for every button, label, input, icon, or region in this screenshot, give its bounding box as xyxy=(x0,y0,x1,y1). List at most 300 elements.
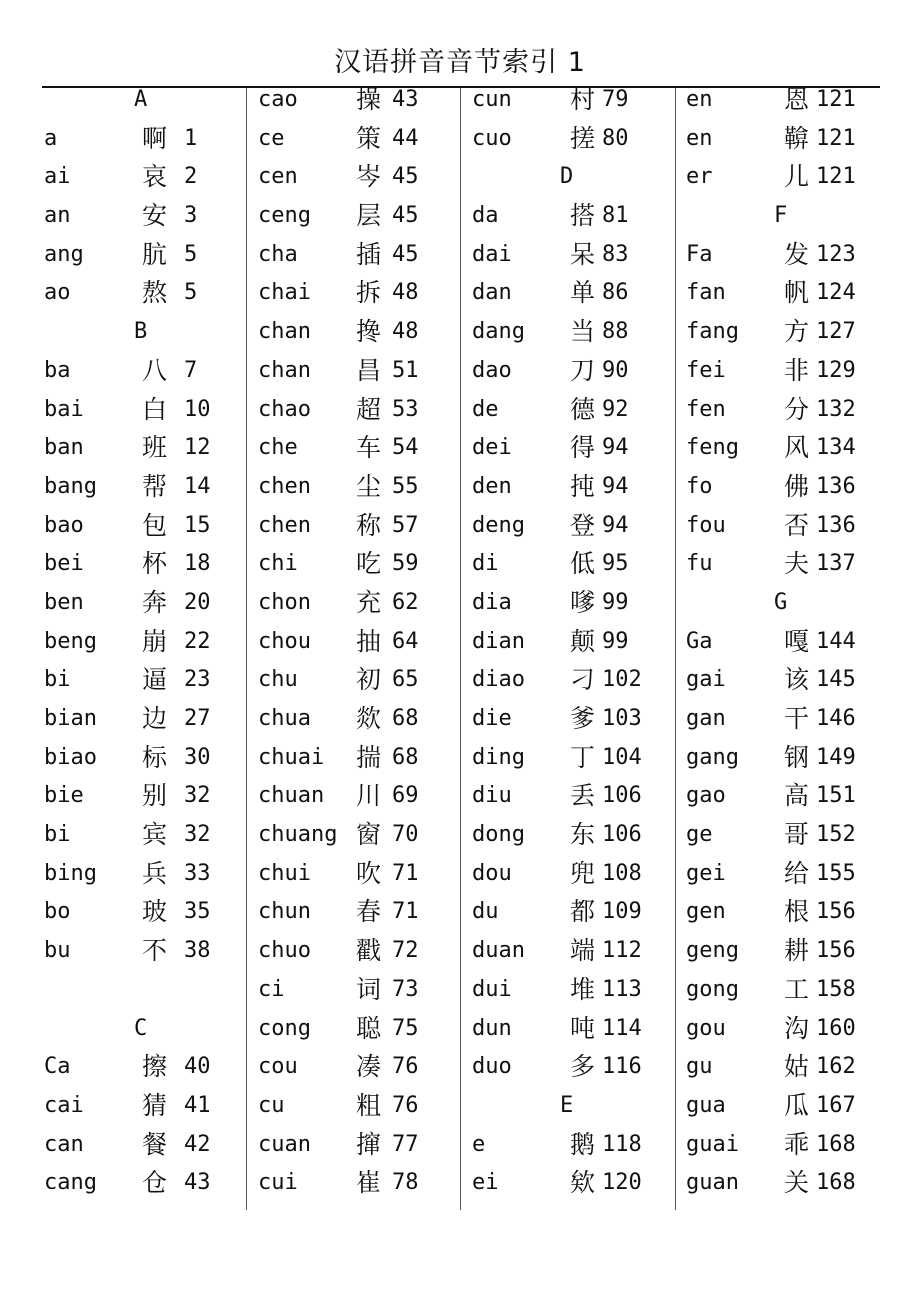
pinyin: du xyxy=(472,899,499,925)
page-number: 121 xyxy=(816,125,856,151)
pinyin: ci xyxy=(258,976,285,1002)
section-letter: E xyxy=(560,1092,574,1118)
page-number: 51 xyxy=(392,357,419,383)
page-number: 42 xyxy=(184,1131,211,1157)
page-number: 99 xyxy=(602,628,629,654)
section-letter: C xyxy=(134,1015,148,1041)
page-number: 156 xyxy=(816,938,856,964)
index-entry xyxy=(258,81,454,120)
character: 搭 xyxy=(570,201,596,231)
character: 操 xyxy=(356,85,382,114)
character: 啊 xyxy=(142,123,168,153)
pinyin: Fa xyxy=(686,241,713,267)
index-entry xyxy=(686,971,876,1010)
character: 仓 xyxy=(142,1168,168,1198)
character: 呆 xyxy=(570,239,596,269)
pinyin: chuan xyxy=(258,783,325,809)
pinyin: ceng xyxy=(258,203,311,229)
character: 干 xyxy=(784,704,810,733)
pinyin: chen xyxy=(258,512,311,538)
index-entry xyxy=(472,661,668,700)
character: 夫 xyxy=(784,549,810,579)
character: 发 xyxy=(784,239,810,269)
page-number: 136 xyxy=(816,512,856,538)
index-entry xyxy=(44,545,240,584)
character: 餐 xyxy=(142,1129,168,1159)
index-entry xyxy=(472,855,668,894)
page-number: 10 xyxy=(184,396,211,422)
page-number: 1 xyxy=(184,125,198,151)
pinyin: dong xyxy=(472,822,525,848)
character: 不 xyxy=(142,936,168,966)
section-heading xyxy=(44,1010,240,1049)
character: 工 xyxy=(784,974,810,1004)
section-heading xyxy=(686,197,876,236)
pinyin: cai xyxy=(44,1092,84,1118)
page-number: 53 xyxy=(392,396,419,422)
index-entry xyxy=(44,584,240,623)
page-number: 99 xyxy=(602,589,629,615)
pinyin: dai xyxy=(472,241,512,267)
index-column-3 xyxy=(472,81,668,1203)
index-entry xyxy=(258,468,454,507)
page-number: 118 xyxy=(602,1131,642,1157)
index-entry xyxy=(44,197,240,236)
pinyin: er xyxy=(686,164,713,190)
page-number: 123 xyxy=(816,241,856,267)
index-entry xyxy=(686,81,876,120)
page-number: 156 xyxy=(816,899,856,925)
index-entry xyxy=(686,855,876,894)
character: 春 xyxy=(356,897,382,927)
index-entry xyxy=(44,700,240,739)
pinyin: ding xyxy=(472,744,525,770)
pinyin: chao xyxy=(258,396,311,422)
character: 东 xyxy=(570,820,596,850)
character: 鹅 xyxy=(570,1129,596,1159)
page-number: 20 xyxy=(184,589,211,615)
page-number: 112 xyxy=(602,938,642,964)
index-entry xyxy=(258,545,454,584)
page-number: 22 xyxy=(184,628,211,654)
page-number: 88 xyxy=(602,319,629,345)
page-number: 54 xyxy=(392,435,419,461)
page-number: 136 xyxy=(816,473,856,499)
character: 崔 xyxy=(356,1168,382,1198)
page-number: 127 xyxy=(816,319,856,345)
index-entry xyxy=(258,777,454,816)
index-entry xyxy=(44,816,240,855)
index-entry xyxy=(258,507,454,546)
page-number: 43 xyxy=(392,87,419,112)
pinyin: fou xyxy=(686,512,726,538)
page-number: 121 xyxy=(816,87,856,112)
page-number: 77 xyxy=(392,1131,419,1157)
character: 鞥 xyxy=(784,123,810,153)
pinyin: cen xyxy=(258,164,298,190)
index-entry xyxy=(44,893,240,932)
character: 超 xyxy=(356,394,382,424)
page-number: 48 xyxy=(392,319,419,345)
page-number: 162 xyxy=(816,1054,856,1080)
index-entry xyxy=(258,661,454,700)
character: 欸 xyxy=(570,1168,596,1198)
column-divider xyxy=(246,88,247,1210)
index-entry xyxy=(44,1126,240,1165)
character: 聪 xyxy=(356,1013,382,1043)
character: 熬 xyxy=(142,278,168,308)
character: 安 xyxy=(142,201,168,231)
index-entry xyxy=(686,739,876,778)
index-entry xyxy=(258,1048,454,1087)
pinyin: cang xyxy=(44,1170,97,1196)
character: 岑 xyxy=(356,162,382,192)
page-number: 68 xyxy=(392,706,419,731)
index-entry xyxy=(44,1048,240,1087)
page-number: 5 xyxy=(184,241,198,267)
page-number: 106 xyxy=(602,783,642,809)
page-number: 108 xyxy=(602,860,642,886)
pinyin: bian xyxy=(44,706,97,731)
page-number: 95 xyxy=(602,551,629,577)
index-entry xyxy=(258,971,454,1010)
pinyin: fen xyxy=(686,396,726,422)
pinyin: bao xyxy=(44,512,84,538)
character: 扽 xyxy=(570,471,596,501)
page-number: 94 xyxy=(602,512,629,538)
page-number: 103 xyxy=(602,706,642,731)
index-entry xyxy=(44,120,240,159)
character: 耕 xyxy=(784,936,810,966)
page-number: 64 xyxy=(392,628,419,654)
section-heading xyxy=(472,1087,668,1126)
page-number: 76 xyxy=(392,1054,419,1080)
index-entry xyxy=(44,1087,240,1126)
pinyin: bing xyxy=(44,860,97,886)
page-number: 78 xyxy=(392,1170,419,1196)
character: 宾 xyxy=(142,820,168,850)
index-entry xyxy=(472,777,668,816)
pinyin: da xyxy=(472,203,499,229)
index-entry xyxy=(472,313,668,352)
page-number: 113 xyxy=(602,976,642,1002)
blank-row xyxy=(44,971,240,1010)
page-number: 134 xyxy=(816,435,856,461)
page-number: 57 xyxy=(392,512,419,538)
index-entry xyxy=(686,352,876,391)
page-title: 汉语拼音音节索引 1 xyxy=(334,47,586,78)
character: 登 xyxy=(570,510,596,540)
index-entry xyxy=(258,893,454,932)
page-number: 69 xyxy=(392,783,419,809)
index-entry xyxy=(44,158,240,197)
index-entry xyxy=(686,932,876,971)
character: 兵 xyxy=(142,858,168,888)
index-entry xyxy=(258,623,454,662)
index-entry xyxy=(472,545,668,584)
index-entry xyxy=(686,507,876,546)
page-number: 109 xyxy=(602,899,642,925)
column-divider xyxy=(460,88,461,1210)
column-divider xyxy=(675,88,676,1210)
character: 刁 xyxy=(570,665,596,695)
index-entry xyxy=(686,236,876,275)
index-entry xyxy=(258,352,454,391)
character: 别 xyxy=(142,781,168,811)
character: 车 xyxy=(356,433,382,463)
index-entry xyxy=(472,507,668,546)
index-entry xyxy=(472,623,668,662)
pinyin: cha xyxy=(258,241,298,267)
page-number: 72 xyxy=(392,938,419,964)
character: 丁 xyxy=(570,742,596,772)
character: 拆 xyxy=(356,278,382,308)
index-entry xyxy=(686,120,876,159)
page-number: 2 xyxy=(184,164,198,190)
page-number: 65 xyxy=(392,667,419,693)
pinyin: ben xyxy=(44,589,84,615)
pinyin: cao xyxy=(258,87,298,112)
index-entry xyxy=(686,274,876,313)
index-entry xyxy=(686,158,876,197)
character: 村 xyxy=(570,85,596,114)
pinyin: bi xyxy=(44,667,71,693)
character: 充 xyxy=(356,587,382,617)
section-heading xyxy=(44,81,240,120)
page-number: 155 xyxy=(816,860,856,886)
pinyin: chui xyxy=(258,860,311,886)
character: 兜 xyxy=(570,858,596,888)
page-number: 104 xyxy=(602,744,642,770)
page-number: 30 xyxy=(184,744,211,770)
character: 端 xyxy=(570,936,596,966)
pinyin: geng xyxy=(686,938,739,964)
pinyin: chan xyxy=(258,319,311,345)
page-number: 92 xyxy=(602,396,629,422)
character: 姑 xyxy=(784,1052,810,1082)
pinyin: chai xyxy=(258,280,311,306)
page-number: 94 xyxy=(602,473,629,499)
page-number: 90 xyxy=(602,357,629,383)
pinyin: fang xyxy=(686,319,739,345)
index-entry xyxy=(686,623,876,662)
pinyin: chuo xyxy=(258,938,311,964)
index-entry xyxy=(44,236,240,275)
pinyin: chan xyxy=(258,357,311,383)
page-number: 114 xyxy=(602,1015,642,1041)
pinyin: dian xyxy=(472,628,525,654)
page-number: 18 xyxy=(184,551,211,577)
index-entry xyxy=(258,700,454,739)
pinyin: fan xyxy=(686,280,726,306)
character: 关 xyxy=(784,1168,810,1198)
pinyin: an xyxy=(44,203,71,229)
pinyin: a xyxy=(44,125,58,151)
index-entry xyxy=(258,120,454,159)
character: 吹 xyxy=(356,858,382,888)
pinyin: feng xyxy=(686,435,739,461)
pinyin: diao xyxy=(472,667,525,693)
index-entry xyxy=(472,932,668,971)
character: 八 xyxy=(142,355,168,385)
pinyin: bie xyxy=(44,783,84,809)
page-number: 106 xyxy=(602,822,642,848)
page-number: 55 xyxy=(392,473,419,499)
character: 给 xyxy=(784,858,810,888)
page-number: 40 xyxy=(184,1054,211,1080)
character: 吨 xyxy=(570,1013,596,1043)
index-entry xyxy=(258,197,454,236)
character: 崩 xyxy=(142,626,168,656)
pinyin: ao xyxy=(44,280,71,306)
page-number: 146 xyxy=(816,706,856,731)
index-entry xyxy=(258,236,454,275)
index-entry xyxy=(44,739,240,778)
pinyin: bai xyxy=(44,396,84,422)
pinyin: bei xyxy=(44,551,84,577)
character: 戳 xyxy=(356,936,382,966)
character: 层 xyxy=(356,201,382,231)
page-number: 129 xyxy=(816,357,856,383)
pinyin: cu xyxy=(258,1092,285,1118)
character: 撺 xyxy=(356,1129,382,1159)
pinyin: dan xyxy=(472,280,512,306)
character: 方 xyxy=(784,317,810,347)
index-entry xyxy=(686,816,876,855)
character: 猜 xyxy=(142,1090,168,1120)
page-number: 151 xyxy=(816,783,856,809)
character: 奔 xyxy=(142,587,168,617)
index-entry xyxy=(44,855,240,894)
page-number: 168 xyxy=(816,1170,856,1196)
pinyin: diu xyxy=(472,783,512,809)
page-number: 27 xyxy=(184,706,211,731)
page-number: 3 xyxy=(184,203,198,229)
index-entry xyxy=(44,391,240,430)
character: 揣 xyxy=(356,742,382,772)
pinyin: beng xyxy=(44,628,97,654)
pinyin: deng xyxy=(472,512,525,538)
index-entry xyxy=(258,584,454,623)
character: 嘎 xyxy=(784,626,810,656)
page-number: 44 xyxy=(392,125,419,151)
character: 分 xyxy=(784,394,810,424)
pinyin: can xyxy=(44,1131,84,1157)
character: 吃 xyxy=(356,549,382,579)
pinyin: cuan xyxy=(258,1131,311,1157)
character: 多 xyxy=(570,1052,596,1082)
page-number: 38 xyxy=(184,938,211,964)
index-entry xyxy=(686,1126,876,1165)
pinyin: ban xyxy=(44,435,84,461)
index-entry xyxy=(472,81,668,120)
page-number: 144 xyxy=(816,628,856,654)
character: 插 xyxy=(356,239,382,269)
pinyin: dia xyxy=(472,589,512,615)
page-number: 83 xyxy=(602,241,629,267)
character: 欻 xyxy=(356,704,382,733)
pinyin: cui xyxy=(258,1170,298,1196)
page-number: 81 xyxy=(602,203,629,229)
page-number: 158 xyxy=(816,976,856,1002)
pinyin: dun xyxy=(472,1015,512,1041)
index-entry xyxy=(44,429,240,468)
character: 否 xyxy=(784,510,810,540)
index-entry xyxy=(686,893,876,932)
index-entry xyxy=(472,584,668,623)
pinyin: cou xyxy=(258,1054,298,1080)
page-number: 43 xyxy=(184,1170,211,1196)
pinyin: chua xyxy=(258,706,311,731)
pinyin: bi xyxy=(44,822,71,848)
page-number: 80 xyxy=(602,125,629,151)
character: 帮 xyxy=(142,471,168,501)
page-number: 70 xyxy=(392,822,419,848)
character: 称 xyxy=(356,510,382,540)
pinyin: gong xyxy=(686,976,739,1002)
index-entry xyxy=(258,429,454,468)
pinyin: gu xyxy=(686,1054,713,1080)
page-number: 79 xyxy=(602,87,629,112)
character: 儿 xyxy=(784,162,810,192)
index-entry xyxy=(686,1048,876,1087)
index-entry xyxy=(258,313,454,352)
pinyin: ang xyxy=(44,241,84,267)
index-entry xyxy=(472,236,668,275)
page-number: 48 xyxy=(392,280,419,306)
index-entry xyxy=(258,816,454,855)
pinyin: gou xyxy=(686,1015,726,1041)
pinyin: de xyxy=(472,396,499,422)
index-entry xyxy=(686,700,876,739)
page-number: 12 xyxy=(184,435,211,461)
page-number: 68 xyxy=(392,744,419,770)
character: 搀 xyxy=(356,317,382,347)
character: 肮 xyxy=(142,239,168,269)
character: 刀 xyxy=(570,355,596,385)
page-number: 73 xyxy=(392,976,419,1002)
pinyin: duan xyxy=(472,938,525,964)
index-entry xyxy=(472,971,668,1010)
pinyin: di xyxy=(472,551,499,577)
index-entry xyxy=(472,274,668,313)
index-entry xyxy=(258,1010,454,1049)
character: 嗲 xyxy=(570,587,596,617)
character: 爹 xyxy=(570,704,596,733)
index-entry xyxy=(472,893,668,932)
character: 堆 xyxy=(570,974,596,1004)
character: 尘 xyxy=(356,471,382,501)
page-number: 124 xyxy=(816,280,856,306)
index-entry xyxy=(686,391,876,430)
pinyin: en xyxy=(686,87,713,112)
pinyin: gai xyxy=(686,667,726,693)
pinyin: gua xyxy=(686,1092,726,1118)
pinyin: ei xyxy=(472,1170,499,1196)
pinyin: dei xyxy=(472,435,512,461)
index-entry xyxy=(472,352,668,391)
index-column-4 xyxy=(686,81,876,1203)
index-entry xyxy=(472,1010,668,1049)
index-entry xyxy=(258,391,454,430)
character: 逼 xyxy=(142,665,168,695)
index-entry xyxy=(686,777,876,816)
index-entry xyxy=(686,1087,876,1126)
character: 擦 xyxy=(142,1052,168,1082)
page-number: 62 xyxy=(392,589,419,615)
pinyin: ge xyxy=(686,822,713,848)
pinyin: gen xyxy=(686,899,726,925)
